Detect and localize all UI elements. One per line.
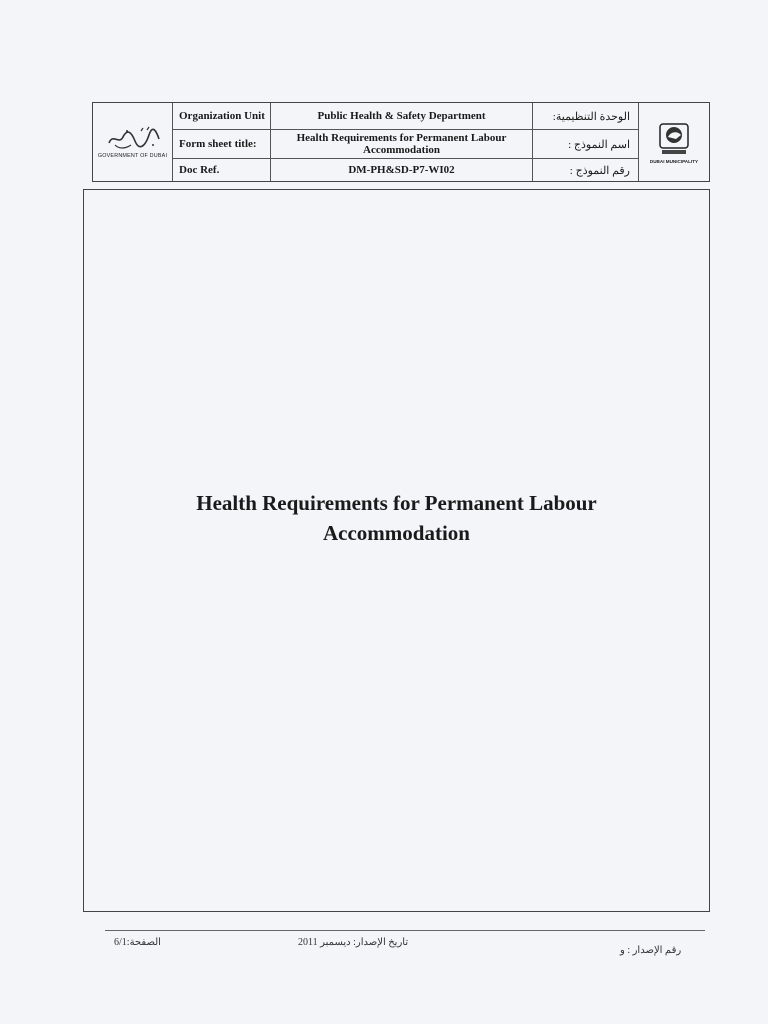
doc-ref-label: Doc Ref. — [173, 159, 271, 181]
municipality-emblem-icon — [656, 121, 692, 157]
arabic-calligraphy-icon — [105, 125, 161, 151]
document-body — [83, 189, 710, 912]
doc-ref-value: DM-PH&SD-P7-WI02 — [271, 159, 533, 181]
form-sheet-title-label: Form sheet title: — [173, 130, 271, 158]
header-row-organization — [173, 103, 638, 130]
form-sheet-title-value: Health Requirements for Permanent Labour Accommodation — [271, 130, 533, 158]
dubai-municipality-logo — [638, 103, 709, 181]
document-title-line-1: Health Requirements for Permanent Labour — [196, 491, 597, 515]
organization-unit-value: Public Health & Safety Department — [271, 103, 533, 129]
government-of-dubai-logo — [93, 103, 173, 181]
left-logo-caption: GOVERNMENT OF DUBAI — [97, 153, 168, 159]
document-header — [92, 102, 710, 182]
footer-issue-number: رقم الإصدار : و — [620, 945, 682, 956]
document-title — [84, 488, 709, 548]
footer-divider — [105, 930, 705, 931]
header-info-grid — [173, 103, 638, 181]
header-row-doc-ref — [173, 159, 638, 181]
doc-ref-arabic-label: رقم النموذج : — [569, 164, 630, 177]
organization-unit-arabic-label: الوحدة التنظيمية: — [552, 110, 630, 123]
right-logo-caption: DUBAI MUNICIPALITY — [649, 158, 699, 164]
footer-issue-date: تاريخ الإصدار: ديسمبر 2011 — [298, 937, 409, 948]
header-row-form-title — [173, 130, 638, 159]
document-title-line-2: Accommodation — [323, 521, 470, 545]
organization-unit-label: Organization Unit — [173, 103, 271, 129]
footer-page-number: 6/1:الصفحة — [114, 937, 161, 948]
form-sheet-title-arabic-label: اسم النموذج : — [568, 138, 630, 151]
